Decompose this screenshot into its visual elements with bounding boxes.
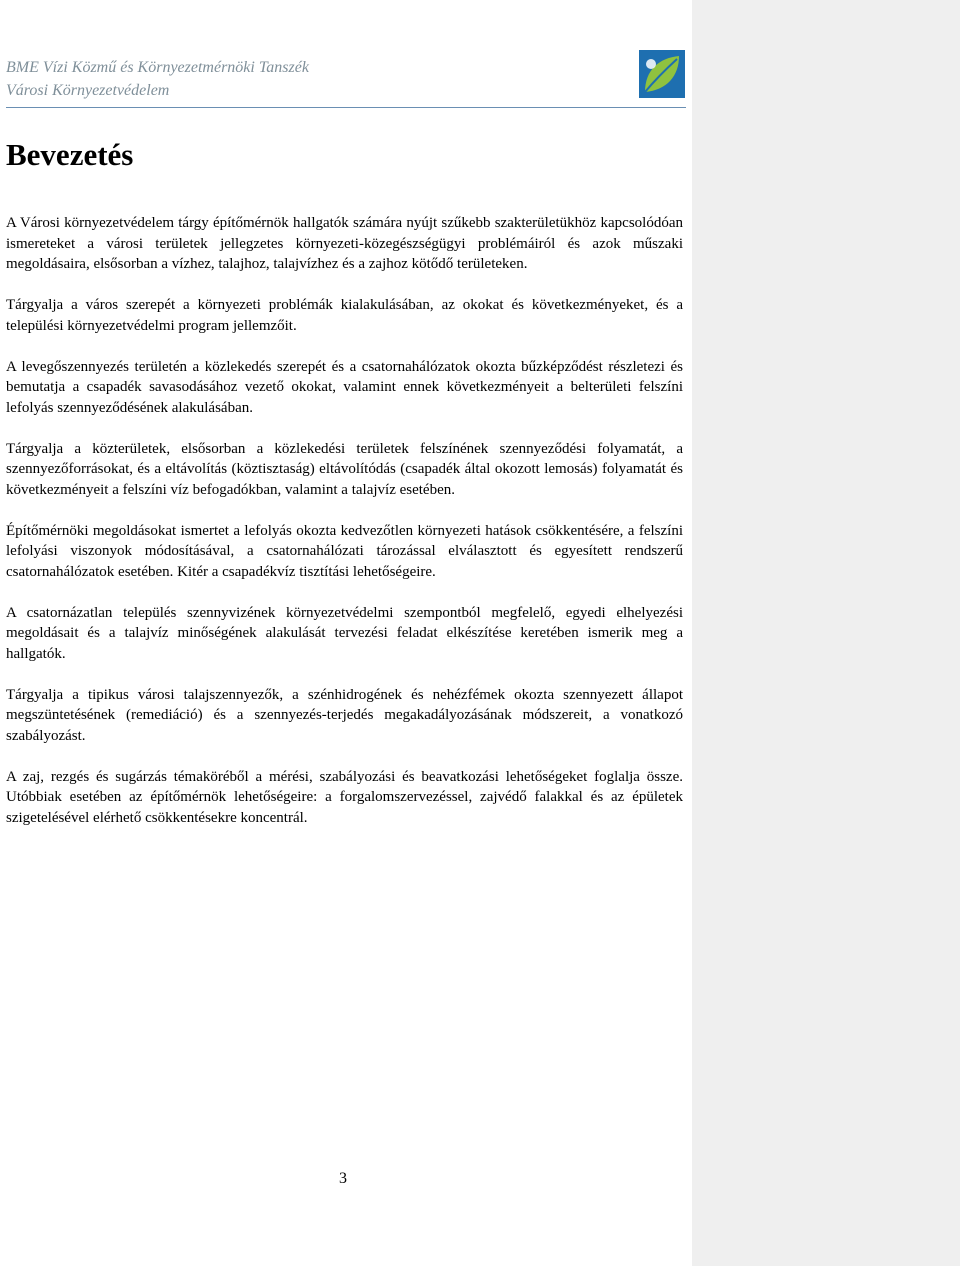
paragraph: Tárgyalja a közterületek, elsősorban a közlekedési területek felszínének szennyeződési folyamatát, a szennyezőforrásokat, és a eltávolítás (köztisztaság) eltávolítódás (csapadék által okozott lemosás) folyamatát és következményeit a felszíni víz befogadókban, valamint a talajvíz esetében.	[6, 440, 683, 498]
comment-pane	[692, 0, 960, 1266]
leaf-logo-icon	[639, 50, 685, 98]
paragraph: A Városi környezetvédelem tárgy építőmérnök hallgatók számára nyújt szűkebb szakterületükhöz kapcsolódóan ismereteket a városi területek jellegzetes környezeti-közegészségügyi problémáiról és azok műszaki megoldásaira, elsősorban a vízhez, talajhoz, talajvízhez és a zajhoz kötődő területeken.	[6, 215, 683, 272]
body-text	[6, 213, 683, 849]
paragraph: Építőmérnöki megoldásokat ismertet a lefolyás okozta kedvezőtlen környezeti hatások csökkentésére, a felszíni lefolyási viszonyok módosításával, a csatornahálózati tározással elválasztott és egyesített rendszerű csatornahálózatok esetében. Kitér a csapadékvíz tisztítási lehetőségeire.	[6, 522, 683, 580]
header-department: BME Vízi Közmű és Környezetmérnöki Tanszék	[6, 59, 309, 76]
header-course: Városi Környezetvédelem	[6, 82, 170, 99]
paragraph: Tárgyalja a város szerepét a környezeti problémák kialakulásában, az okokat és következményeket, és a települési környezetvédelmi program jellemzőit.	[6, 297, 683, 334]
header-divider	[6, 107, 686, 108]
running-header	[6, 56, 309, 102]
paragraph: Tárgyalja a tipikus városi talajszennyezők, a szénhidrogének és nehézfémek okozta szennyezett állapot megszüntetésének (remediáció) és a szennyezés-terjedés megakadályozásának módszereit, a vonatkozó szabályozást.	[6, 686, 683, 744]
paragraph: A csatornázatlan település szennyvizének környezetvédelmi szempontból megfelelő, egyedi elhelyezési megoldásait és a talajvíz minőségének alakulását tervezési feladat elkészítése keretében ismerik meg a hallgatók.	[6, 604, 683, 662]
paragraph: A levegőszennyezés területén a közlekedés szerepét és a csatornahálózatok okozta bűzképződést részletezi és bemutatja a csapadék savasodásához vezető okokat, valamint ennek következményeit a belterületi felszíni lefolyás szennyeződésének alakulásában.	[6, 358, 683, 416]
paragraph: A zaj, rezgés és sugárzás témaköréből a mérési, szabályozási és beavatkozási lehetőségeket foglalja össze. Utóbbiak esetében az építőmérnök lehetőségeire: a forgalomszervezéssel, zajvédő falakkal és az épületek szigetelésével elérhető csökkentésekre koncentrál.	[6, 768, 683, 826]
page-title: Bevezetés	[6, 137, 134, 172]
page-number: 3	[339, 1170, 347, 1187]
